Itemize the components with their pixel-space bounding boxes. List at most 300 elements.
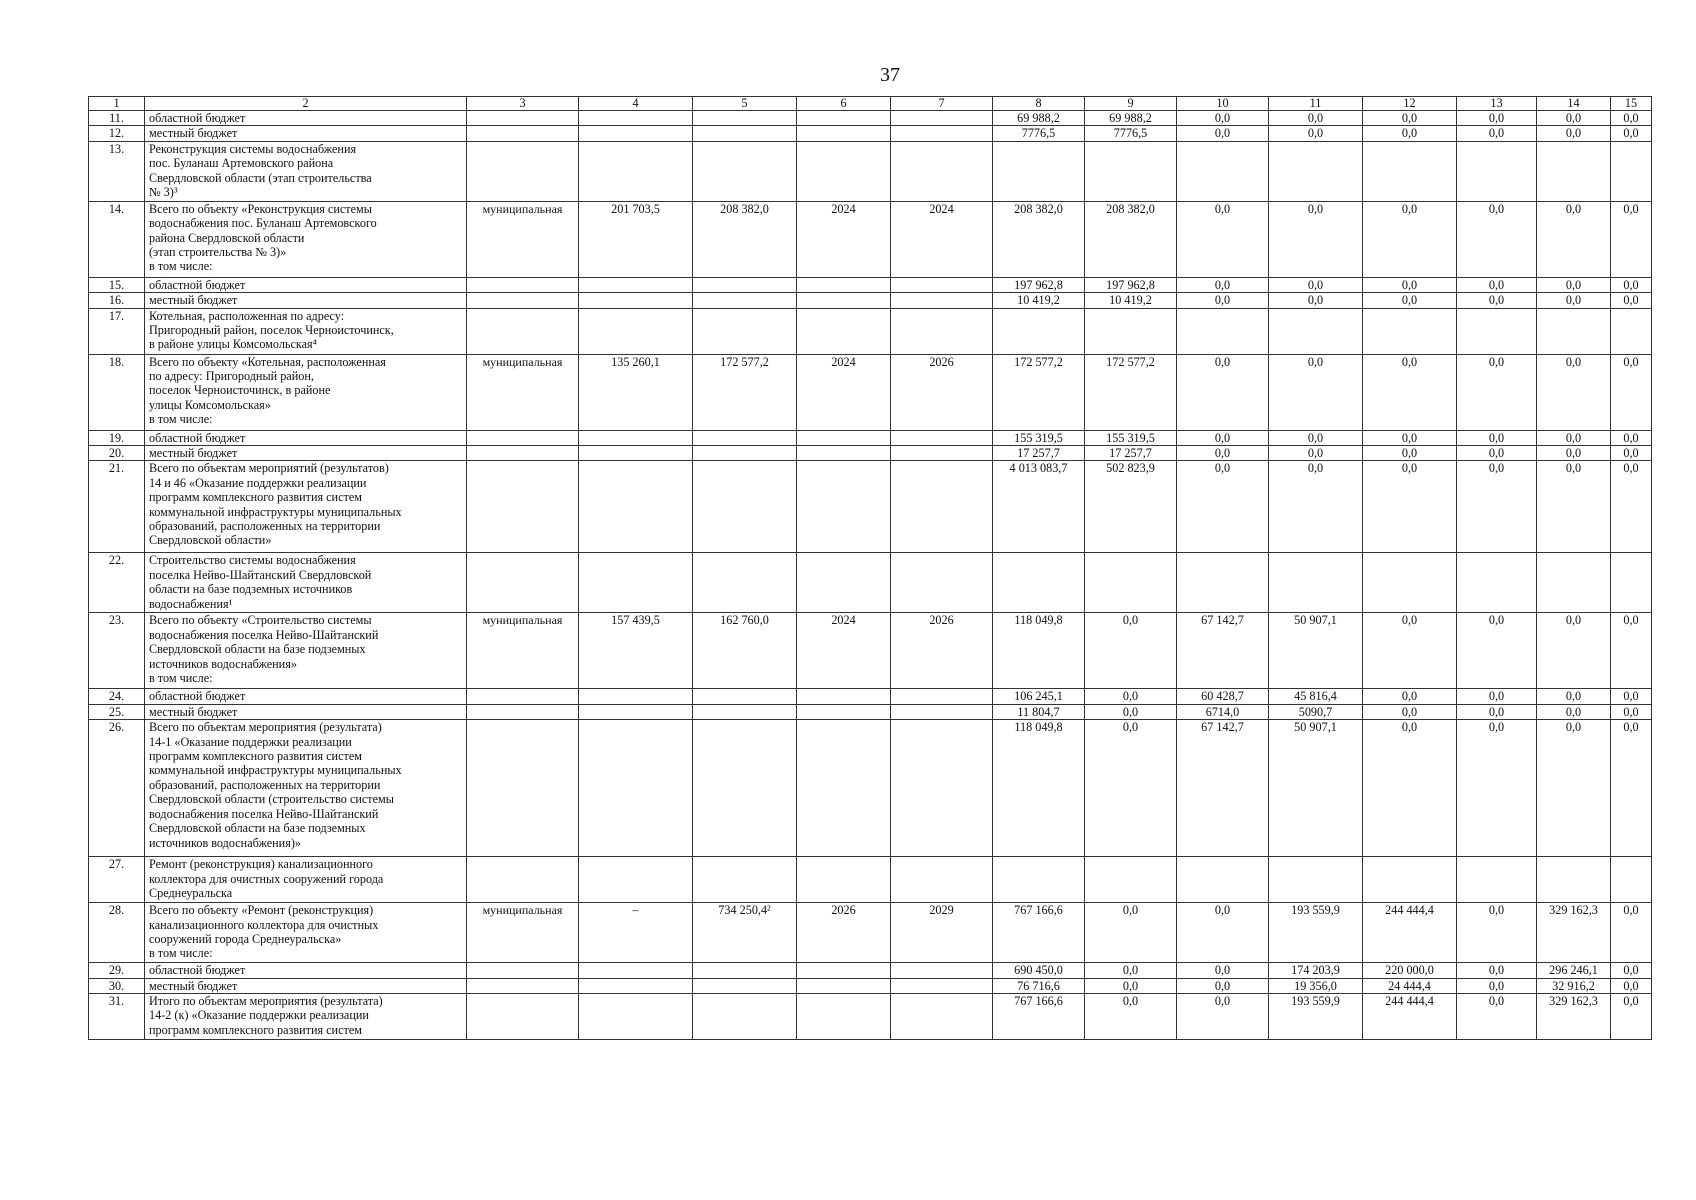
header-cell: 4 <box>579 97 693 111</box>
year-cell: 0,0 <box>1457 293 1537 308</box>
table-row <box>89 430 1652 445</box>
ownership-cell: муниципальная <box>467 613 579 689</box>
year-cell: 0,0 <box>1269 446 1363 461</box>
end-year-cell: 2029 <box>891 903 993 963</box>
start-year-cell <box>797 689 891 704</box>
table-row <box>89 111 1652 126</box>
year-cell: 0,0 <box>1611 613 1652 689</box>
end-year-cell <box>891 141 993 201</box>
ownership-cell <box>467 126 579 141</box>
ownership-cell <box>467 978 579 993</box>
year-cell <box>1537 141 1611 201</box>
year-cell <box>1085 308 1177 354</box>
year-cell: 0,0 <box>1177 111 1269 126</box>
start-year-cell: 2024 <box>797 613 891 689</box>
estimated-cost-cell <box>579 277 693 292</box>
row-number-cell: 30. <box>89 978 145 993</box>
year-cell: 0,0 <box>1457 903 1537 963</box>
year-cell: 0,0 <box>1363 461 1457 553</box>
start-year-cell <box>797 978 891 993</box>
end-year-cell <box>891 994 993 1040</box>
start-year-cell <box>797 141 891 201</box>
year-cell: 0,0 <box>1085 963 1177 978</box>
item-name-cell: областной бюджет <box>145 277 467 292</box>
year-cell: 502 823,9 <box>1085 461 1177 553</box>
item-name-cell: Всего по объектам мероприятия (результата) 14-1 «Оказание поддержки реализации программ комплексного развития систем коммунальной инфраструктуры муниципальных образований, расположенных на территории Свердловской области (строительство системы водоснабжения поселка Нейво-Шайтанский Свердловской области на базе подземных источников водоснабжения)» <box>145 720 467 857</box>
row-number-cell: 31. <box>89 994 145 1040</box>
item-name-cell: Всего по объекту «Строительство системы водоснабжения поселка Нейво-Шайтанский Свердловской области на базе подземных источников водоснабжения» в том числе: <box>145 613 467 689</box>
header-cell: 14 <box>1537 97 1611 111</box>
end-year-cell: 2026 <box>891 354 993 430</box>
end-year-cell <box>891 111 993 126</box>
year-cell: 0,0 <box>1457 689 1537 704</box>
year-cell: 0,0 <box>1537 354 1611 430</box>
year-cell: 0,0 <box>1085 903 1177 963</box>
contract-cost-cell <box>693 126 797 141</box>
year-cell: 0,0 <box>1269 293 1363 308</box>
year-cell: 0,0 <box>1611 293 1652 308</box>
year-cell: 0,0 <box>1269 430 1363 445</box>
year-cell: 329 162,3 <box>1537 994 1611 1040</box>
row-number-cell: 29. <box>89 963 145 978</box>
total-cell: 7776,5 <box>993 126 1085 141</box>
header-cell: 3 <box>467 97 579 111</box>
table-row <box>89 689 1652 704</box>
ownership-cell <box>467 461 579 553</box>
total-cell: 155 319,5 <box>993 430 1085 445</box>
year-cell: 0,0 <box>1085 689 1177 704</box>
estimated-cost-cell: 135 260,1 <box>579 354 693 430</box>
year-cell: 0,0 <box>1177 430 1269 445</box>
item-name-cell: местный бюджет <box>145 126 467 141</box>
year-cell: 0,0 <box>1537 430 1611 445</box>
start-year-cell <box>797 704 891 719</box>
table-row <box>89 613 1652 689</box>
year-cell: 0,0 <box>1177 461 1269 553</box>
end-year-cell <box>891 857 993 903</box>
year-cell: 0,0 <box>1457 704 1537 719</box>
year-cell: 0,0 <box>1177 293 1269 308</box>
year-cell: 0,0 <box>1457 461 1537 553</box>
year-cell: 174 203,9 <box>1269 963 1363 978</box>
year-cell: 0,0 <box>1085 978 1177 993</box>
row-number-cell: 16. <box>89 293 145 308</box>
year-cell: 0,0 <box>1611 277 1652 292</box>
year-cell: 0,0 <box>1177 994 1269 1040</box>
contract-cost-cell <box>693 689 797 704</box>
year-cell <box>1457 308 1537 354</box>
year-cell <box>1177 308 1269 354</box>
total-cell: 690 450,0 <box>993 963 1085 978</box>
header-cell: 13 <box>1457 97 1537 111</box>
estimated-cost-cell <box>579 553 693 613</box>
year-cell <box>1269 308 1363 354</box>
ownership-cell <box>467 277 579 292</box>
estimated-cost-cell <box>579 978 693 993</box>
estimated-cost-cell <box>579 963 693 978</box>
contract-cost-cell <box>693 277 797 292</box>
year-cell: 0,0 <box>1457 446 1537 461</box>
year-cell: 208 382,0 <box>1085 201 1177 277</box>
estimated-cost-cell <box>579 689 693 704</box>
table-row <box>89 354 1652 430</box>
year-cell: 329 162,3 <box>1537 903 1611 963</box>
year-cell: 0,0 <box>1363 201 1457 277</box>
year-cell: 24 444,4 <box>1363 978 1457 993</box>
year-cell: 0,0 <box>1537 461 1611 553</box>
row-number-cell: 14. <box>89 201 145 277</box>
row-number-cell: 24. <box>89 689 145 704</box>
item-name-cell: Всего по объектам мероприятий (результатов) 14 и 46 «Оказание поддержки реализации программ комплексного развития систем коммунальной инфраструктуры муниципальных образований, расположенных на территории Свердловской области» <box>145 461 467 553</box>
year-cell: 0,0 <box>1611 354 1652 430</box>
item-name-cell: областной бюджет <box>145 689 467 704</box>
item-name-cell: Строительство системы водоснабжения поселка Нейво-Шайтанский Свердловской области на базе подземных источников водоснабжения¹ <box>145 553 467 613</box>
end-year-cell <box>891 293 993 308</box>
contract-cost-cell <box>693 978 797 993</box>
year-cell: 0,0 <box>1177 963 1269 978</box>
header-cell: 9 <box>1085 97 1177 111</box>
year-cell <box>1457 553 1537 613</box>
total-cell <box>993 553 1085 613</box>
year-cell <box>1537 553 1611 613</box>
table-row <box>89 293 1652 308</box>
estimated-cost-cell <box>579 111 693 126</box>
year-cell <box>1537 857 1611 903</box>
year-cell: 0,0 <box>1611 704 1652 719</box>
year-cell: 0,0 <box>1177 446 1269 461</box>
ownership-cell <box>467 308 579 354</box>
header-cell: 12 <box>1363 97 1457 111</box>
year-cell: 0,0 <box>1085 720 1177 857</box>
estimated-cost-cell: – <box>579 903 693 963</box>
year-cell: 0,0 <box>1457 978 1537 993</box>
year-cell: 0,0 <box>1537 446 1611 461</box>
row-number-cell: 21. <box>89 461 145 553</box>
year-cell: 32 916,2 <box>1537 978 1611 993</box>
year-cell: 0,0 <box>1363 704 1457 719</box>
year-cell: 296 246,1 <box>1537 963 1611 978</box>
estimated-cost-cell <box>579 461 693 553</box>
header-cell: 15 <box>1611 97 1652 111</box>
year-cell: 0,0 <box>1085 994 1177 1040</box>
total-cell: 197 962,8 <box>993 277 1085 292</box>
year-cell <box>1085 141 1177 201</box>
contract-cost-cell <box>693 994 797 1040</box>
row-number-cell: 22. <box>89 553 145 613</box>
year-cell: 0,0 <box>1363 613 1457 689</box>
end-year-cell: 2026 <box>891 613 993 689</box>
end-year-cell <box>891 430 993 445</box>
year-cell: 244 444,4 <box>1363 903 1457 963</box>
year-cell: 0,0 <box>1177 978 1269 993</box>
start-year-cell <box>797 293 891 308</box>
contract-cost-cell <box>693 704 797 719</box>
start-year-cell <box>797 994 891 1040</box>
end-year-cell <box>891 978 993 993</box>
contract-cost-cell <box>693 720 797 857</box>
year-cell: 0,0 <box>1537 111 1611 126</box>
year-cell <box>1611 141 1652 201</box>
ownership-cell <box>467 430 579 445</box>
table-row <box>89 704 1652 719</box>
table-row <box>89 126 1652 141</box>
year-cell <box>1457 141 1537 201</box>
year-cell <box>1611 857 1652 903</box>
start-year-cell <box>797 857 891 903</box>
total-cell: 11 804,7 <box>993 704 1085 719</box>
ownership-cell <box>467 689 579 704</box>
table-row <box>89 978 1652 993</box>
year-cell <box>1085 553 1177 613</box>
start-year-cell <box>797 461 891 553</box>
year-cell: 50 907,1 <box>1269 720 1363 857</box>
year-cell: 197 962,8 <box>1085 277 1177 292</box>
year-cell <box>1457 857 1537 903</box>
year-cell: 10 419,2 <box>1085 293 1177 308</box>
contract-cost-cell: 734 250,4² <box>693 903 797 963</box>
ownership-cell <box>467 963 579 978</box>
start-year-cell <box>797 111 891 126</box>
year-cell: 0,0 <box>1177 126 1269 141</box>
year-cell: 0,0 <box>1363 293 1457 308</box>
item-name-cell: местный бюджет <box>145 704 467 719</box>
item-name-cell: Котельная, расположенная по адресу: Пригородный район, поселок Черноисточинск, в районе улицы Комсомольская⁴ <box>145 308 467 354</box>
start-year-cell: 2024 <box>797 354 891 430</box>
header-cell: 1 <box>89 97 145 111</box>
estimated-cost-cell <box>579 857 693 903</box>
contract-cost-cell <box>693 111 797 126</box>
total-cell: 10 419,2 <box>993 293 1085 308</box>
item-name-cell: Итого по объектам мероприятия (результата) 14-2 (к) «Оказание поддержки реализации программ комплексного развития систем <box>145 994 467 1040</box>
year-cell: 0,0 <box>1363 126 1457 141</box>
header-cell: 8 <box>993 97 1085 111</box>
year-cell: 69 988,2 <box>1085 111 1177 126</box>
year-cell: 0,0 <box>1177 354 1269 430</box>
ownership-cell <box>467 704 579 719</box>
year-cell: 0,0 <box>1611 461 1652 553</box>
end-year-cell <box>891 720 993 857</box>
total-cell <box>993 141 1085 201</box>
year-cell: 0,0 <box>1177 201 1269 277</box>
ownership-cell <box>467 293 579 308</box>
year-cell <box>1363 553 1457 613</box>
year-cell: 0,0 <box>1363 430 1457 445</box>
year-cell: 0,0 <box>1457 277 1537 292</box>
page-number: 37 <box>880 64 900 86</box>
row-number-cell: 19. <box>89 430 145 445</box>
year-cell <box>1269 553 1363 613</box>
header-cell: 7 <box>891 97 993 111</box>
year-cell: 67 142,7 <box>1177 613 1269 689</box>
end-year-cell <box>891 704 993 719</box>
year-cell: 0,0 <box>1457 430 1537 445</box>
header-cell: 11 <box>1269 97 1363 111</box>
estimated-cost-cell <box>579 446 693 461</box>
item-name-cell: Ремонт (реконструкция) канализационного коллектора для очистных сооружений города Среднеуральска <box>145 857 467 903</box>
start-year-cell <box>797 277 891 292</box>
year-cell: 0,0 <box>1457 126 1537 141</box>
item-name-cell: Реконструкция системы водоснабжения пос. Буланаш Артемовского района Свердловской области (этап строительства № 3)³ <box>145 141 467 201</box>
row-number-cell: 17. <box>89 308 145 354</box>
total-cell <box>993 308 1085 354</box>
year-cell: 0,0 <box>1269 354 1363 430</box>
budget-table-sheet <box>88 96 1641 1040</box>
header-cell: 5 <box>693 97 797 111</box>
item-name-cell: местный бюджет <box>145 978 467 993</box>
year-cell: 5090,7 <box>1269 704 1363 719</box>
year-cell: 0,0 <box>1363 446 1457 461</box>
estimated-cost-cell <box>579 293 693 308</box>
year-cell: 0,0 <box>1611 994 1652 1040</box>
ownership-cell: муниципальная <box>467 354 579 430</box>
year-cell: 0,0 <box>1611 963 1652 978</box>
start-year-cell: 2024 <box>797 201 891 277</box>
year-cell: 172 577,2 <box>1085 354 1177 430</box>
estimated-cost-cell <box>579 308 693 354</box>
year-cell: 7776,5 <box>1085 126 1177 141</box>
year-cell <box>1269 141 1363 201</box>
year-cell: 0,0 <box>1363 111 1457 126</box>
estimated-cost-cell <box>579 141 693 201</box>
year-cell: 0,0 <box>1611 430 1652 445</box>
year-cell: 0,0 <box>1611 720 1652 857</box>
row-number-cell: 27. <box>89 857 145 903</box>
year-cell: 0,0 <box>1269 277 1363 292</box>
total-cell: 76 716,6 <box>993 978 1085 993</box>
contract-cost-cell <box>693 461 797 553</box>
row-number-cell: 26. <box>89 720 145 857</box>
year-cell: 0,0 <box>1269 201 1363 277</box>
start-year-cell <box>797 720 891 857</box>
contract-cost-cell <box>693 430 797 445</box>
year-cell: 60 428,7 <box>1177 689 1269 704</box>
year-cell: 220 000,0 <box>1363 963 1457 978</box>
start-year-cell <box>797 126 891 141</box>
item-name-cell: Всего по объекту «Котельная, расположенная по адресу: Пригородный район, поселок Черноисточинск, в районе улицы Комсомольская» в том числе: <box>145 354 467 430</box>
year-cell <box>1537 308 1611 354</box>
year-cell: 193 559,9 <box>1269 903 1363 963</box>
ownership-cell: муниципальная <box>467 903 579 963</box>
year-cell: 0,0 <box>1177 277 1269 292</box>
ownership-cell <box>467 994 579 1040</box>
start-year-cell <box>797 446 891 461</box>
ownership-cell <box>467 111 579 126</box>
total-cell: 4 013 083,7 <box>993 461 1085 553</box>
estimated-cost-cell: 201 703,5 <box>579 201 693 277</box>
year-cell: 0,0 <box>1537 126 1611 141</box>
contract-cost-cell <box>693 308 797 354</box>
year-cell: 67 142,7 <box>1177 720 1269 857</box>
year-cell: 0,0 <box>1177 903 1269 963</box>
total-cell: 208 382,0 <box>993 201 1085 277</box>
year-cell: 45 816,4 <box>1269 689 1363 704</box>
estimated-cost-cell: 157 439,5 <box>579 613 693 689</box>
year-cell: 0,0 <box>1363 689 1457 704</box>
row-number-cell: 28. <box>89 903 145 963</box>
table-row <box>89 446 1652 461</box>
year-cell: 0,0 <box>1085 613 1177 689</box>
year-cell: 0,0 <box>1269 461 1363 553</box>
year-cell: 244 444,4 <box>1363 994 1457 1040</box>
item-name-cell: областной бюджет <box>145 430 467 445</box>
header-cell: 2 <box>145 97 467 111</box>
year-cell <box>1611 308 1652 354</box>
estimated-cost-cell <box>579 704 693 719</box>
year-cell: 19 356,0 <box>1269 978 1363 993</box>
total-cell: 17 257,7 <box>993 446 1085 461</box>
year-cell: 155 319,5 <box>1085 430 1177 445</box>
year-cell: 0,0 <box>1537 201 1611 277</box>
end-year-cell <box>891 126 993 141</box>
year-cell: 0,0 <box>1269 126 1363 141</box>
contract-cost-cell <box>693 553 797 613</box>
year-cell: 0,0 <box>1611 111 1652 126</box>
ownership-cell <box>467 857 579 903</box>
row-number-cell: 23. <box>89 613 145 689</box>
item-name-cell: областной бюджет <box>145 963 467 978</box>
year-cell: 0,0 <box>1611 903 1652 963</box>
total-cell: 118 049,8 <box>993 720 1085 857</box>
row-number-cell: 11. <box>89 111 145 126</box>
contract-cost-cell: 208 382,0 <box>693 201 797 277</box>
year-cell: 0,0 <box>1537 613 1611 689</box>
start-year-cell <box>797 553 891 613</box>
row-number-cell: 20. <box>89 446 145 461</box>
end-year-cell <box>891 446 993 461</box>
contract-cost-cell <box>693 293 797 308</box>
year-cell <box>1177 553 1269 613</box>
total-cell: 106 245,1 <box>993 689 1085 704</box>
table-row <box>89 857 1652 903</box>
year-cell: 50 907,1 <box>1269 613 1363 689</box>
item-name-cell: областной бюджет <box>145 111 467 126</box>
item-name-cell: Всего по объекту «Ремонт (реконструкция) канализационного коллектора для очистных сооружений города Среднеуральска» в том числе: <box>145 903 467 963</box>
end-year-cell: 2024 <box>891 201 993 277</box>
start-year-cell <box>797 308 891 354</box>
total-cell: 69 988,2 <box>993 111 1085 126</box>
year-cell: 0,0 <box>1457 720 1537 857</box>
table-row <box>89 201 1652 277</box>
table-row <box>89 963 1652 978</box>
year-cell <box>1363 308 1457 354</box>
year-cell <box>1611 553 1652 613</box>
year-cell: 0,0 <box>1457 963 1537 978</box>
year-cell <box>1363 141 1457 201</box>
year-cell: 0,0 <box>1457 613 1537 689</box>
table-row <box>89 994 1652 1040</box>
table-row <box>89 903 1652 963</box>
year-cell <box>1363 857 1457 903</box>
total-cell: 767 166,6 <box>993 994 1085 1040</box>
total-cell <box>993 857 1085 903</box>
ownership-cell <box>467 553 579 613</box>
header-cell: 10 <box>1177 97 1269 111</box>
table-header-row <box>89 97 1652 111</box>
end-year-cell <box>891 689 993 704</box>
row-number-cell: 13. <box>89 141 145 201</box>
end-year-cell <box>891 308 993 354</box>
table-row <box>89 720 1652 857</box>
item-name-cell: местный бюджет <box>145 293 467 308</box>
year-cell: 0,0 <box>1537 720 1611 857</box>
year-cell: 0,0 <box>1363 354 1457 430</box>
ownership-cell <box>467 720 579 857</box>
year-cell: 0,0 <box>1611 446 1652 461</box>
year-cell <box>1177 857 1269 903</box>
total-cell: 172 577,2 <box>993 354 1085 430</box>
year-cell: 0,0 <box>1269 111 1363 126</box>
contract-cost-cell <box>693 963 797 978</box>
